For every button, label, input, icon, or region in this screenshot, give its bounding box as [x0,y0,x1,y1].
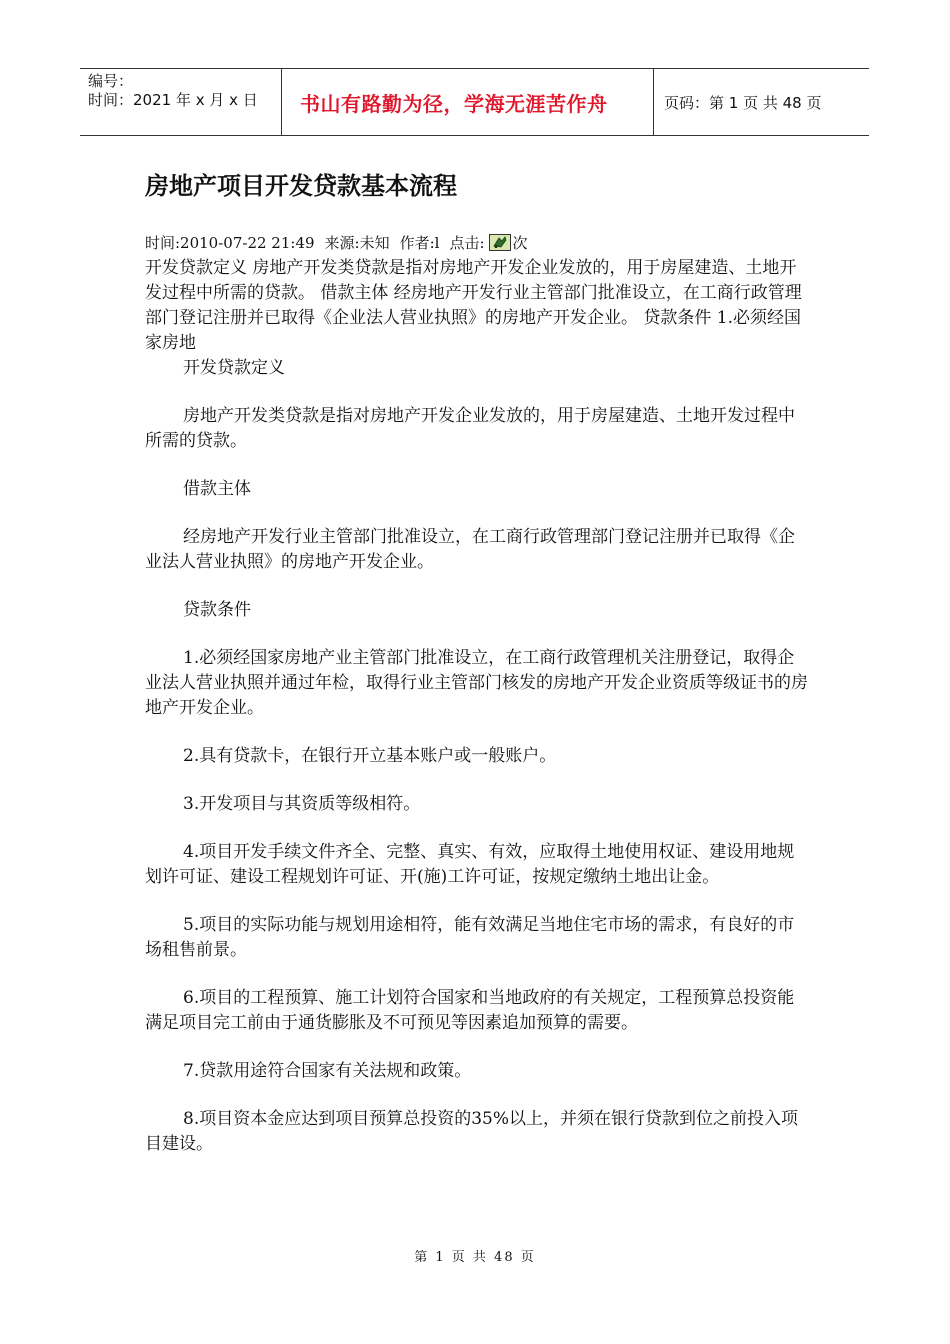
page-code: 页码：第 1 页 共 48 页 [664,93,822,112]
article-intro: 开发贷款定义 房地产开发类贷款是指对房地产开发企业发放的，用于房屋建造、土地开发过程中所需的贷款。 借款主体 经房地产开发行业主管部门批准设立，在工商行政管理部门登记注册并已取得《企业法人营业执照》的房地产开发企业。 贷款条件 1.必须经国家房地 [145,258,802,353]
article-title: 房地产项目开发贷款基本流程 [145,172,457,200]
section-heading-definition: 开发贷款定义 [183,358,285,378]
header-info-cell [80,69,281,135]
article-meta [145,232,528,253]
section-heading-borrower: 借款主体 [183,479,251,499]
header-page-cell [654,69,869,135]
condition-item-6: 6.项目的工程预算、施工计划符合国家和当地政府的有关规定，工程预算总投资能满足项目完工前由于通货膨胀及不可预见等因素追加预算的需要。 [145,988,795,1033]
document-header [80,68,869,136]
article-body [145,256,810,1180]
paragraph-borrower: 经房地产开发行业主管部门批准设立，在工商行政管理部门登记注册并已取得《企业法人营业执照》的房地产开发企业。 [145,527,795,572]
header-slogan-cell [281,69,654,135]
paragraph-definition: 房地产开发类贷款是指对房地产开发企业发放的，用于房屋建造、土地开发过程中所需的贷款。 [145,406,795,451]
condition-item-8: 8.项目资本金应达到项目预算总投资的35%以上，并须在银行贷款到位之前投入项目建设。 [145,1109,799,1154]
section-heading-conditions: 贷款条件 [183,600,251,620]
condition-item-4: 4.项目开发手续文件齐全、完整、真实、有效，应取得土地使用权证、建设用地规划许可证、建设工程规划许可证、开(施)工许可证，按规定缴纳土地出让金。 [145,842,795,887]
condition-item-1: 1.必须经国家房地产业主管部门批准设立，在工商行政管理机关注册登记，取得企业法人营业执照并通过年检，取得行业主管部门核发的房地产开发企业资质等级证书的房地产开发企业。 [145,648,808,718]
meta-source: 来源:未知 [324,234,390,252]
condition-item-3: 3.开发项目与其资质等级相符。 [183,794,421,814]
condition-item-7: 7.贷款用途符合国家有关法规和政策。 [183,1061,472,1081]
meta-author: 作者:l [399,234,440,252]
meta-time: 时间:2010-07-22 21:49 [145,234,315,252]
click-counter-icon [489,234,511,251]
meta-clicks-label: 点击: [449,234,485,252]
condition-item-5: 5.项目的实际功能与规划用途相符，能有效满足当地住宅市场的需求，有良好的市场租售前景。 [145,915,795,960]
time-label: 时间：2021 年 x 月 x 日 [88,91,258,109]
slogan-text: 书山有路勤为径，学海无涯苦作舟 [300,91,608,116]
number-label: 编号： [88,72,134,90]
meta-clicks-suffix: 次 [512,234,528,252]
page-footer: 第 1 页 共 48 页 [414,1250,536,1265]
condition-item-2: 2.具有贷款卡，在银行开立基本账户或一般账户。 [183,746,557,766]
